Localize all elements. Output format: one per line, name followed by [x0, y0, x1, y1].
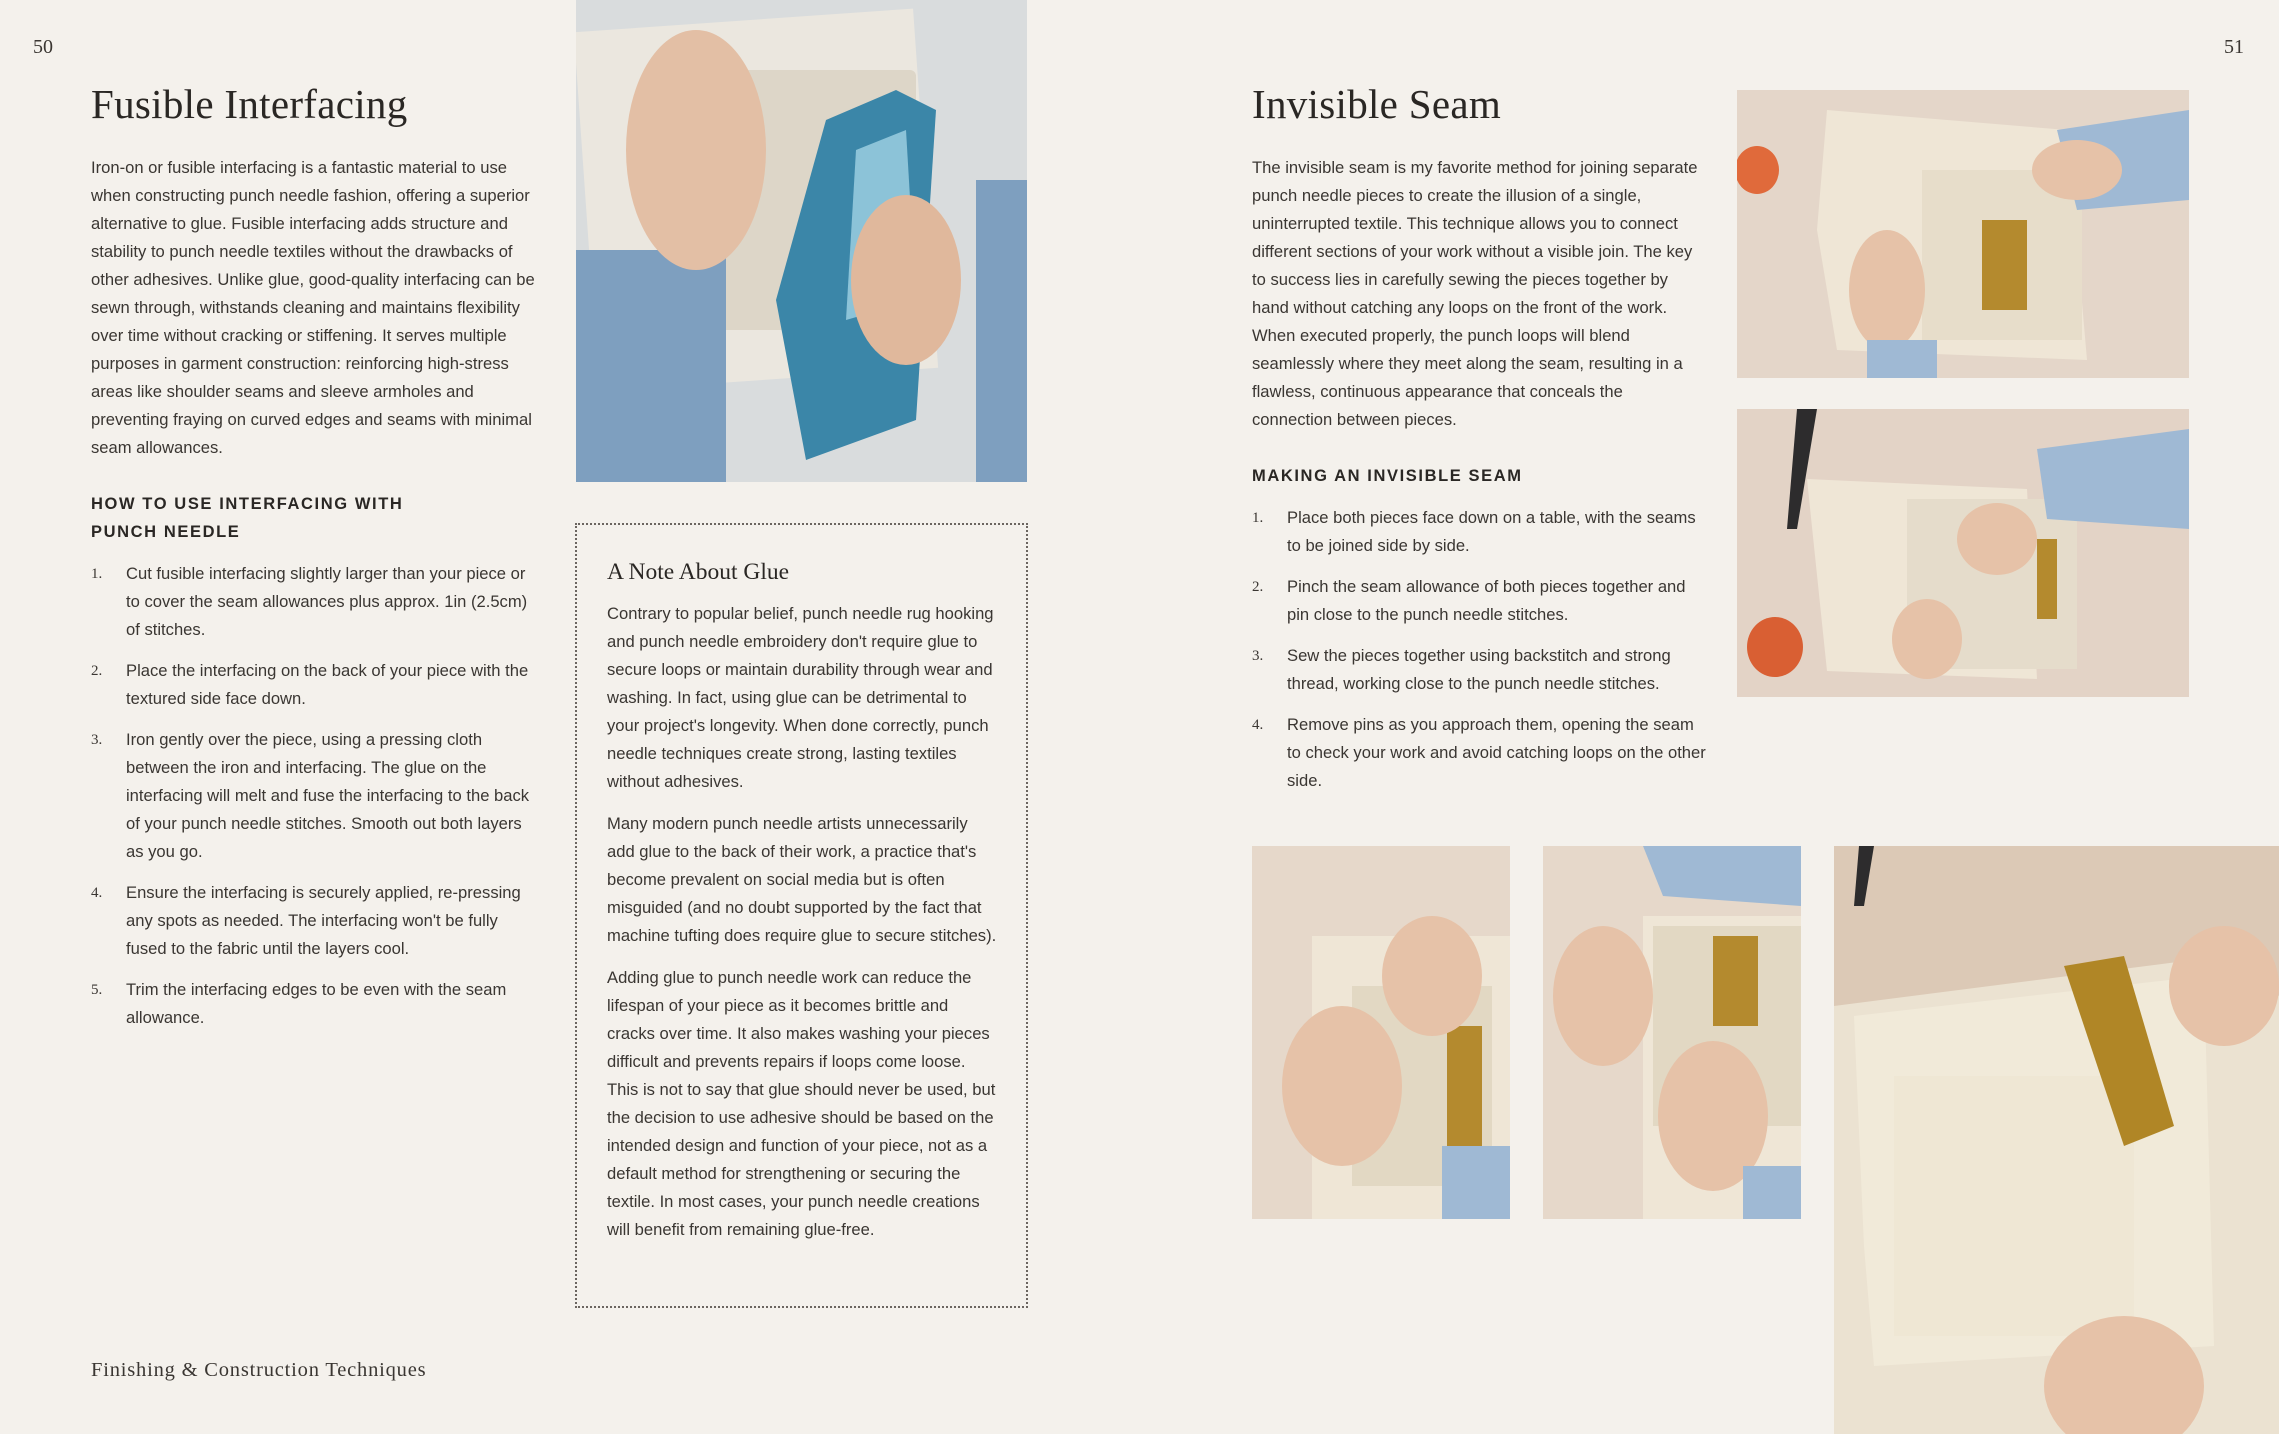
interfacing-steps-list — [91, 560, 543, 1045]
hand-sewing-photo-2 — [1543, 846, 1801, 1219]
list-item — [1252, 642, 1708, 698]
note-paragraph: Contrary to popular belief, punch needle rug hooking and punch needle embroidery don't require glue to secure loops or maintain durability through wear and washing. In fact, using glue can be detrimental to your project's longevity. When done correctly, punch needle techniques create strong, lasting textiles without adhesives. — [607, 604, 994, 791]
step-number: 2. — [1252, 579, 1264, 595]
step-number: 1. — [1252, 510, 1264, 526]
step-number: 3. — [1252, 648, 1264, 664]
invisible-seam-subhead: MAKING AN INVISIBLE SEAM — [1252, 467, 1523, 485]
step-number: 3. — [91, 732, 103, 748]
list-item — [91, 657, 543, 713]
step-text: Cut fusible interfacing slightly larger than your piece or to cover the seam allowances plus approx. 1in (2.5cm) of stitches. — [126, 564, 528, 639]
running-footer: Finishing & Construction Techniques — [91, 1359, 427, 1381]
step-number: 2. — [91, 663, 103, 679]
step-text: Pinch the seam allowance of both pieces together and pin close to the punch needle stitches. — [1287, 577, 1686, 624]
hand-sewing-photo-1 — [1252, 846, 1510, 1219]
step-number: 5. — [91, 982, 103, 998]
list-item — [91, 879, 543, 963]
page-number-left: 50 — [33, 36, 53, 58]
sewing-seam-photo-1 — [1737, 90, 2189, 378]
list-item — [1252, 711, 1708, 795]
sewing-seam-photo-2 — [1737, 409, 2189, 697]
list-item — [91, 560, 543, 644]
invisible-seam-steps-list — [1252, 504, 1708, 808]
iron-pressing-photo — [576, 0, 1027, 482]
step-number: 4. — [91, 885, 103, 901]
step-text: Ensure the interfacing is securely applied, re-pressing any spots as needed. The interfacing won't be fully fused to the fabric until the layers cool. — [126, 883, 521, 958]
list-item — [1252, 573, 1708, 629]
step-text: Place the interfacing on the back of your piece with the textured side face down. — [126, 661, 529, 708]
step-text: Sew the pieces together using backstitch and strong thread, working close to the punch needle stitches. — [1287, 646, 1671, 693]
fusible-interfacing-intro: Iron-on or fusible interfacing is a fantastic material to use when constructing punch needle fashion, offering a superior alternative to glue. Fusible interfacing adds structure and stability to punch needle textiles without the drawbacks of other adhesives. Unlike glue, good-quality interfacing can be sewn through, withstands cleaning and maintains flexibility over time without cracking or stiffening. It serves multiple purposes in garment construction: reinforcing high-stress areas like shoulder seams and sleeve armholes and preventing fraying on curved edges and seams with minimal seam allowances. — [91, 158, 535, 457]
finished-piece-photo — [1834, 846, 2279, 1434]
invisible-seam-intro: The invisible seam is my favorite method for joining separate punch needle pieces to create the illusion of a single, uninterrupted textile. This technique allows you to connect different sections of your work without a visible join. The key to success lies in carefully sewing the pieces together by hand without catching any loops on the front of the work. When executed properly, the punch loops will blend seamlessly where they meet along the seam, resulting in a flawless, continuous appearance that conceals the connection between pieces. — [1252, 158, 1698, 429]
list-item — [91, 976, 543, 1032]
interfacing-subhead: HOW TO USE INTERFACING WITH PUNCH NEEDLE — [91, 495, 404, 541]
note-paragraph: Many modern punch needle artists unnecessarily add glue to the back of their work, a practice that's become prevalent on social media but is often misguided (and no doubt supported by the fact that machine tufting does require glue to secure stitches). — [607, 814, 997, 945]
page-number-right: 51 — [2224, 36, 2244, 58]
step-number: 4. — [1252, 717, 1264, 733]
note-paragraph: Adding glue to punch needle work can reduce the lifespan of your piece as it becomes brittle and cracks over time. It also makes washing your pieces difficult and prevents repairs if loops come loose. This is not to say that glue should never be used, but the decision to use adhesive should be based on the intended design and function of your piece, not as a default method for strengthening or securing the textile. In most cases, your punch needle creations will benefit from remaining glue-free. — [607, 968, 996, 1239]
list-item — [91, 726, 543, 866]
step-text: Place both pieces face down on a table, with the seams to be joined side by side. — [1287, 508, 1696, 555]
list-item — [1252, 504, 1708, 560]
glue-note-box — [575, 523, 1028, 1308]
invisible-seam-title: Invisible Seam — [1252, 81, 1502, 127]
step-text: Iron gently over the piece, using a pressing cloth between the iron and interfacing. The glue on the interfacing will melt and fuse the interfacing to the back of your punch needle stitches. Smooth out both layers as you go. — [126, 730, 530, 861]
step-text: Trim the interfacing edges to be even with the seam allowance. — [126, 980, 507, 1027]
step-number: 1. — [91, 566, 103, 582]
fusible-interfacing-title: Fusible Interfacing — [91, 81, 408, 127]
note-title: A Note About Glue — [607, 559, 790, 585]
step-text: Remove pins as you approach them, opening the seam to check your work and avoid catching loops on the other side. — [1287, 715, 1706, 790]
